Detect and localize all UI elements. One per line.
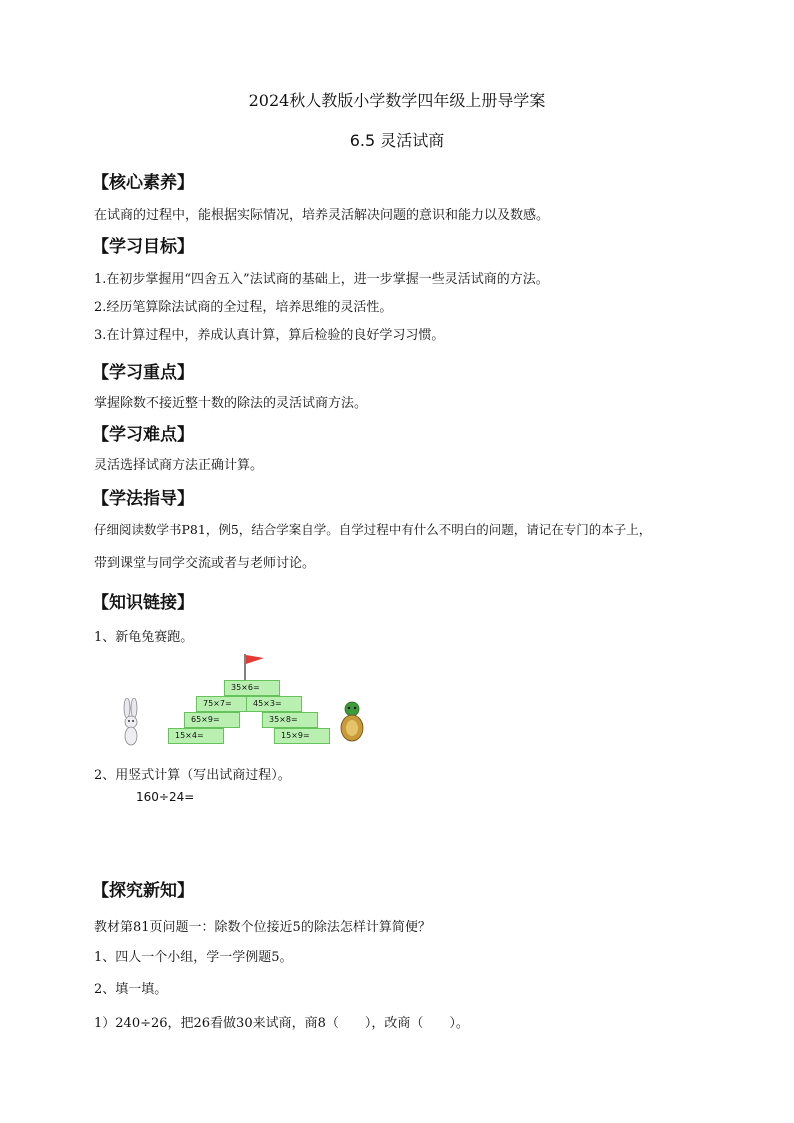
race-brick: 15×4= — [168, 728, 224, 744]
core-text: 在试商的过程中，能根据实际情况，培养灵活解决问题的意识和能力以及数感。 — [94, 208, 550, 223]
turtle-icon — [338, 700, 366, 744]
explore-step-1: 1、四人一个小组，学一学例题5。 — [94, 950, 293, 965]
links-item-1: 1、新龟兔赛跑。 — [94, 630, 194, 645]
goal-item-2: 2.经历笔算除法试商的全过程，培养思维的灵活性。 — [94, 300, 393, 315]
document-title: 2024秋人教版小学数学四年级上册导学案 — [248, 91, 546, 110]
links-heading: 【知识链接】 — [92, 593, 194, 613]
explore-heading: 【探究新知】 — [92, 881, 194, 901]
explore-question-1: 1）240÷26，把26看做30来试商，商8（ ），改商（ ）。 — [94, 1016, 469, 1031]
method-text-line2: 带到课堂与同学交流或者与老师讨论。 — [94, 556, 316, 571]
race-brick: 15×9= — [274, 728, 330, 744]
race-brick: 65×9= — [184, 712, 240, 728]
difficulty-heading: 【学习难点】 — [92, 425, 194, 445]
explore-intro: 教材第81页问题一：除数个位接近5的除法怎样计算简便？ — [94, 920, 431, 935]
flag-icon — [242, 652, 268, 680]
difficulty-text: 灵活选择试商方法正确计算。 — [94, 458, 264, 473]
goals-heading: 【学习目标】 — [92, 237, 194, 257]
lesson-title: 6.5 灵活试商 — [349, 131, 445, 150]
focus-heading: 【学习重点】 — [92, 363, 194, 383]
calc-problem: 160÷24= — [136, 790, 195, 804]
focus-text: 掌握除数不接近整十数的除法的灵活试商方法。 — [94, 396, 368, 411]
core-heading: 【核心素养】 — [92, 173, 194, 193]
race-brick: 75×7= — [196, 696, 252, 712]
links-item-2: 2、用竖式计算（写出试商过程）。 — [94, 768, 291, 783]
race-brick: 35×8= — [262, 712, 318, 728]
goal-item-1: 1.在初步掌握用“四舍五入”法试商的基础上，进一步掌握一些灵活试商的方法。 — [94, 272, 549, 287]
race-brick: 35×6= — [224, 680, 280, 696]
goal-item-3: 3.在计算过程中，养成认真计算，算后检验的良好学习习惯。 — [94, 328, 445, 343]
method-text-line1: 仔细阅读数学书P81，例5，结合学案自学。自学过程中有什么不明白的问题，请记在专门的本子上， — [94, 522, 652, 537]
rabbit-icon — [118, 698, 144, 748]
race-brick: 45×3= — [246, 696, 302, 712]
explore-step-2: 2、填一填。 — [94, 982, 168, 997]
race-illustration — [118, 652, 368, 748]
method-heading: 【学法指导】 — [92, 489, 194, 509]
